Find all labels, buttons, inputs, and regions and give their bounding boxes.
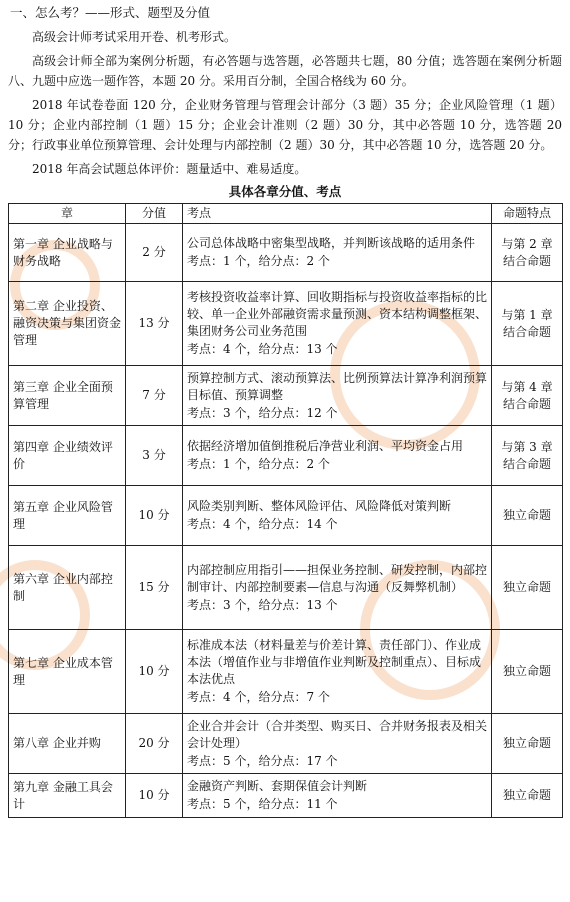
row-chapter: 第一章 企业战略与财务战略 [9, 224, 126, 282]
points-description: 标准成本法（材料量差与价差计算、责任部门）、作业成本法（增值作业与非增值作业判断及控制重点）、目标成本法优点 [187, 638, 482, 686]
row-chapter: 第六章 企业内部控制 [9, 546, 126, 630]
points-description: 金融资产判断、套期保值会计判断 [187, 779, 368, 793]
row-score: 10 分 [126, 630, 183, 714]
row-score: 3 分 [126, 426, 183, 486]
row-points [183, 224, 492, 282]
row-chapter: 第七章 企业成本管理 [9, 630, 126, 714]
row-feature: 与第 3 章结合命题 [492, 426, 563, 486]
row-points [183, 282, 492, 366]
row-chapter: 第二章 企业投资、融资决策与集团资金管理 [9, 282, 126, 366]
points-count: 考点：5 个，给分点：11 个 [187, 797, 338, 811]
row-points [183, 426, 492, 486]
chapter-score-table [8, 203, 563, 818]
header-score: 分值 [126, 204, 183, 224]
table-row [9, 366, 563, 426]
points-count: 考点：1 个，给分点：2 个 [187, 254, 330, 268]
points-count: 考点：4 个，给分点：7 个 [187, 690, 330, 704]
row-chapter: 第九章 金融工具会计 [9, 774, 126, 818]
points-description: 考核投资收益率计算、回收期指标与投资收益率指标的比较、单一企业外部融资需求量预测、资本结构调整框架、集团财务公司业务范围 [187, 290, 488, 338]
points-count: 考点：5 个，给分点：17 个 [187, 753, 338, 768]
row-chapter: 第四章 企业绩效评价 [9, 426, 126, 486]
header-points: 考点 [183, 204, 492, 224]
row-score: 20 分 [126, 714, 183, 774]
paragraph-overall-evaluation: 2018 年高会试题总体评价：题量适中、难易适度。 [32, 162, 307, 176]
section-heading: 一、怎么考？——形式、题型及分值 [10, 5, 211, 20]
header-feature: 命题特点 [492, 204, 563, 224]
points-description: 依据经济增加值倒推税后净营业利润、平均资金占用 [187, 439, 464, 453]
points-description: 公司总体战略中密集型战略，并判断该战略的适用条件 [187, 236, 476, 250]
row-score: 15 分 [126, 546, 183, 630]
row-points [183, 546, 492, 630]
row-score: 7 分 [126, 366, 183, 426]
row-feature: 独立命题 [492, 774, 563, 818]
row-points [183, 630, 492, 714]
row-points [183, 714, 492, 774]
row-score: 10 分 [126, 486, 183, 546]
paragraph-exam-format: 高级会计师考试采用开卷、机考形式。 [32, 30, 237, 44]
table-row [9, 546, 563, 630]
points-count: 考点：4 个，给分点：13 个 [187, 342, 338, 356]
points-count: 考点：1 个，给分点：2 个 [187, 457, 330, 471]
table-row [9, 774, 563, 818]
row-feature: 独立命题 [492, 546, 563, 630]
row-feature: 独立命题 [492, 486, 563, 546]
row-points [183, 366, 492, 426]
row-score: 13 分 [126, 282, 183, 366]
points-count: 考点：3 个，给分点：13 个 [187, 597, 338, 612]
table-row [9, 714, 563, 774]
points-count: 考点：4 个，给分点：14 个 [187, 517, 338, 531]
points-description: 企业合并会计（合并类型、购买日、合并财务报表及相关会计处理） [187, 718, 488, 750]
table-header-row [9, 204, 563, 224]
row-chapter: 第三章 企业全面预算管理 [9, 366, 126, 426]
row-points [183, 774, 492, 818]
table-row [9, 630, 563, 714]
row-score: 2 分 [126, 224, 183, 282]
table-title: 具体各章分值、考点 [228, 184, 342, 199]
row-feature: 独立命题 [492, 630, 563, 714]
row-score: 10 分 [126, 774, 183, 818]
row-chapter: 第八章 企业并购 [9, 714, 126, 774]
row-feature: 与第 4 章结合命题 [492, 366, 563, 426]
row-feature: 与第 1 章结合命题 [492, 282, 563, 366]
paragraph-question-types: 高级会计师全部为案例分析题，有必答题与选答题，必答题共七题，80 分值；选答题在案例分析题八、九题中应选一题作答，本题 20 分。采用百分制，全国合格线为 60 分。 [8, 54, 562, 88]
table-row [9, 282, 563, 366]
row-points [183, 486, 492, 546]
points-description: 预算控制方式、滚动预算法、比例预算法计算净利润预算目标值、预算调整 [187, 370, 488, 402]
row-feature: 与第 2 章结合命题 [492, 224, 563, 282]
points-count: 考点：3 个，给分点：12 个 [187, 405, 338, 420]
header-chapter: 章 [9, 204, 126, 224]
table-row [9, 426, 563, 486]
row-feature: 独立命题 [492, 714, 563, 774]
table-row [9, 486, 563, 546]
table-row [9, 224, 563, 282]
row-chapter: 第五章 企业风险管理 [9, 486, 126, 546]
paragraph-2018-scores: 2018 年试卷卷面 120 分，企业财务管理与管理会计部分（3 题）35 分；企业风险管理（1 题）10 分；企业内部控制（1 题）15 分；企业会计准则（2 题）30 分，其中必答题 10 分，选答题 20 分；行政事业单位预算管理、会计处理与内部控制（2 题）30 分，其中必答题 10 分，选答题 20 分。 [8, 98, 562, 152]
points-description: 风险类别判断、整体风险评估、风险降低对策判断 [187, 499, 452, 513]
points-description: 内部控制应用指引——担保业务控制、研发控制，内部控制审计、内部控制要素—信息与沟通（反舞弊机制） [187, 562, 488, 594]
